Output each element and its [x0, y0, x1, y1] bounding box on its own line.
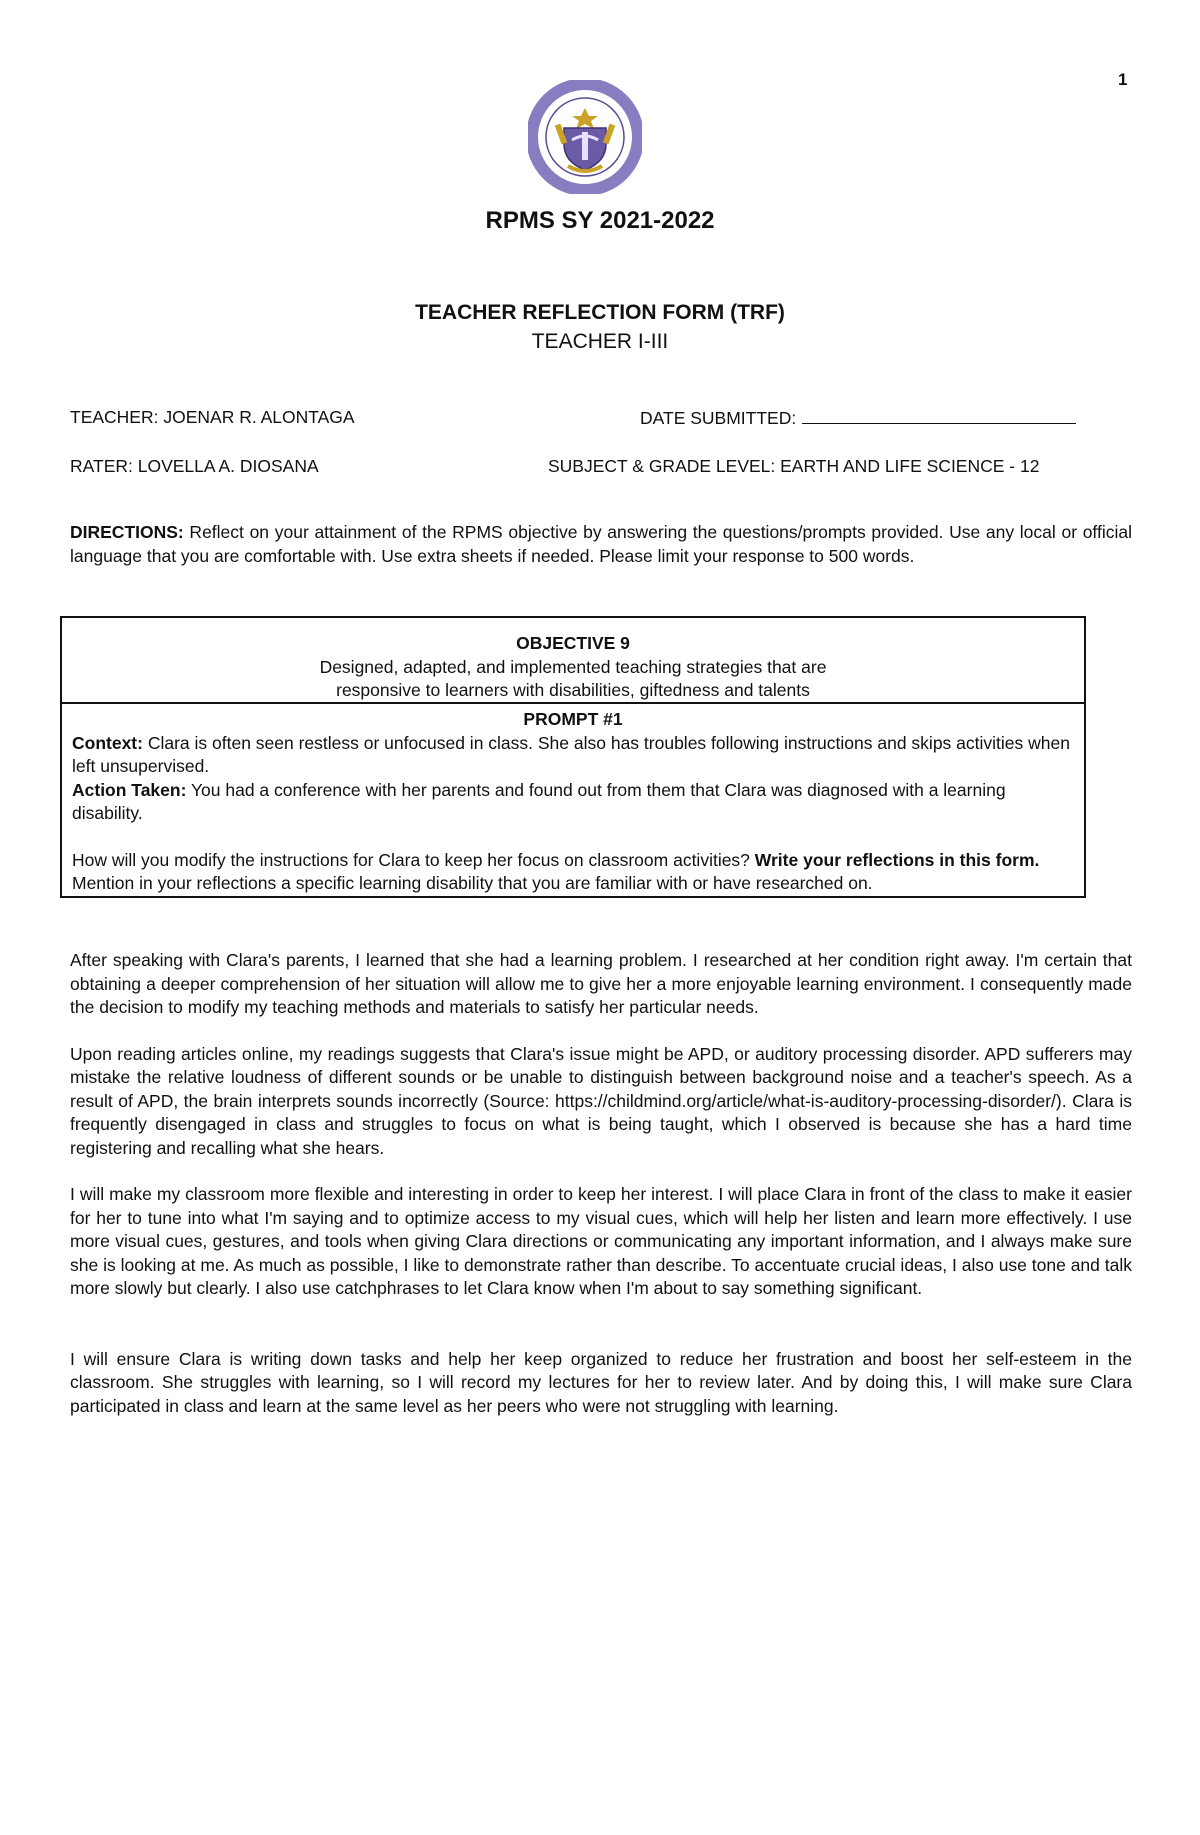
rater-field: RATER: LOVELLA A. DIOSANA [70, 456, 319, 476]
directions-text: Reflect on your attainment of the RPMS objective by answering the questions/prompts provided. Use any local or official language that you are comfortable with. Use extra sheets if needed. Please limit your response to 500 words. [70, 522, 1132, 566]
question-bold-text: Write your reflections in this form. [754, 849, 1040, 870]
directions-label: DIRECTIONS: [70, 522, 184, 542]
context-text: Clara is often seen restless or unfocused in class. She also has troubles following instructions and skips activities when left unsupervised. [72, 732, 1070, 776]
question-tail-text: Mention in your reflections a specific learning disability that you are familiar with or have researched on. [72, 873, 873, 893]
objective-header [62, 618, 1084, 704]
deped-seal-logo [528, 80, 642, 194]
context-label: Context: [72, 732, 143, 753]
action-taken-text: You had a conference with her parents and found out from them that Clara was diagnosed with a learning disability. [72, 779, 1006, 823]
reflection-response [70, 949, 1132, 1441]
page-number: 1 [1118, 70, 1128, 89]
prompt-action-taken [72, 779, 1074, 826]
response-paragraph: I will make my classroom more flexible and interesting in order to keep her interest. I will place Clara in front of the class to make it easier for her to tune into what I'm saying and to optimize access to my visual cues, which will help her listen and learn more effectively. I use more visual cues, gestures, and tools when giving Clara directions or communicating any important information, and I always make sure she is looking at me. As much as possible, I like to demonstrate rather than describe. To accentuate crucial ideas, I also use tone and talk more slowly but clearly. I also use catchphrases to let Clara know when I'm about to say something significant. [70, 1184, 1132, 1298]
response-paragraph: I will ensure Clara is writing down tasks and help her keep organized to reduce her frustration and boost her self-esteem in the classroom. She struggles with learning, so I will record my lectures for her to review later. And by doing this, I will make sure Clara participated in class and learn at the same level as her peers who were not struggling with learning. [70, 1348, 1132, 1416]
form-title: TEACHER REFLECTION FORM (TRF) [415, 301, 785, 324]
date-submitted-field [640, 407, 1076, 429]
prompt-heading: PROMPT #1 [523, 709, 623, 729]
objective-line-2: responsive to learners with disabilities, giftedness and talents [336, 680, 810, 700]
objective-box [60, 616, 1086, 898]
subject-grade-field: SUBJECT & GRADE LEVEL: EARTH AND LIFE SCIENCE - 12 [548, 456, 1040, 476]
prompt-context [72, 732, 1074, 779]
response-paragraph: After speaking with Clara's parents, I learned that she had a learning problem. I researched at her condition right away. I'm certain that obtaining a deeper comprehension of her situation will allow me to give her a more enjoyable learning environment. I consequently made the decision to modify my teaching methods and materials to satisfy her particular needs. [70, 950, 1132, 1017]
objective-line-1: Designed, adapted, and implemented teaching strategies that are [319, 656, 827, 677]
page-title: RPMS SY 2021-2022 [485, 207, 715, 234]
objective-heading: OBJECTIVE 9 [516, 633, 630, 653]
prompt-section [62, 704, 1084, 896]
question-text: How will you modify the instructions for Clara to keep her focus on classroom activities? [72, 849, 755, 870]
action-taken-label: Action Taken: [72, 779, 187, 800]
prompt-question [72, 849, 1074, 896]
date-submitted-blank-line [802, 407, 1076, 424]
teacher-field: TEACHER: JOENAR R. ALONTAGA [70, 407, 355, 427]
date-submitted-label: DATE SUBMITTED: [640, 408, 797, 428]
form-subtitle: TEACHER I-III [531, 330, 669, 353]
directions-paragraph [70, 521, 1132, 568]
response-paragraph: Upon reading articles online, my readings suggests that Clara's issue might be APD, or auditory processing disorder. APD sufferers may mistake the relative loudness of different sounds or be unable to distinguish between background noise and a teacher's speech. As a result of APD, the brain interprets sounds incorrectly (Source: https://childmind.org/article/what-is-auditory-processing-disorder/). Clara is frequently disengaged in class and struggles to focus on what is being taught, which I observed is because she has a hard time registering and recalling what she hears. [70, 1043, 1132, 1158]
